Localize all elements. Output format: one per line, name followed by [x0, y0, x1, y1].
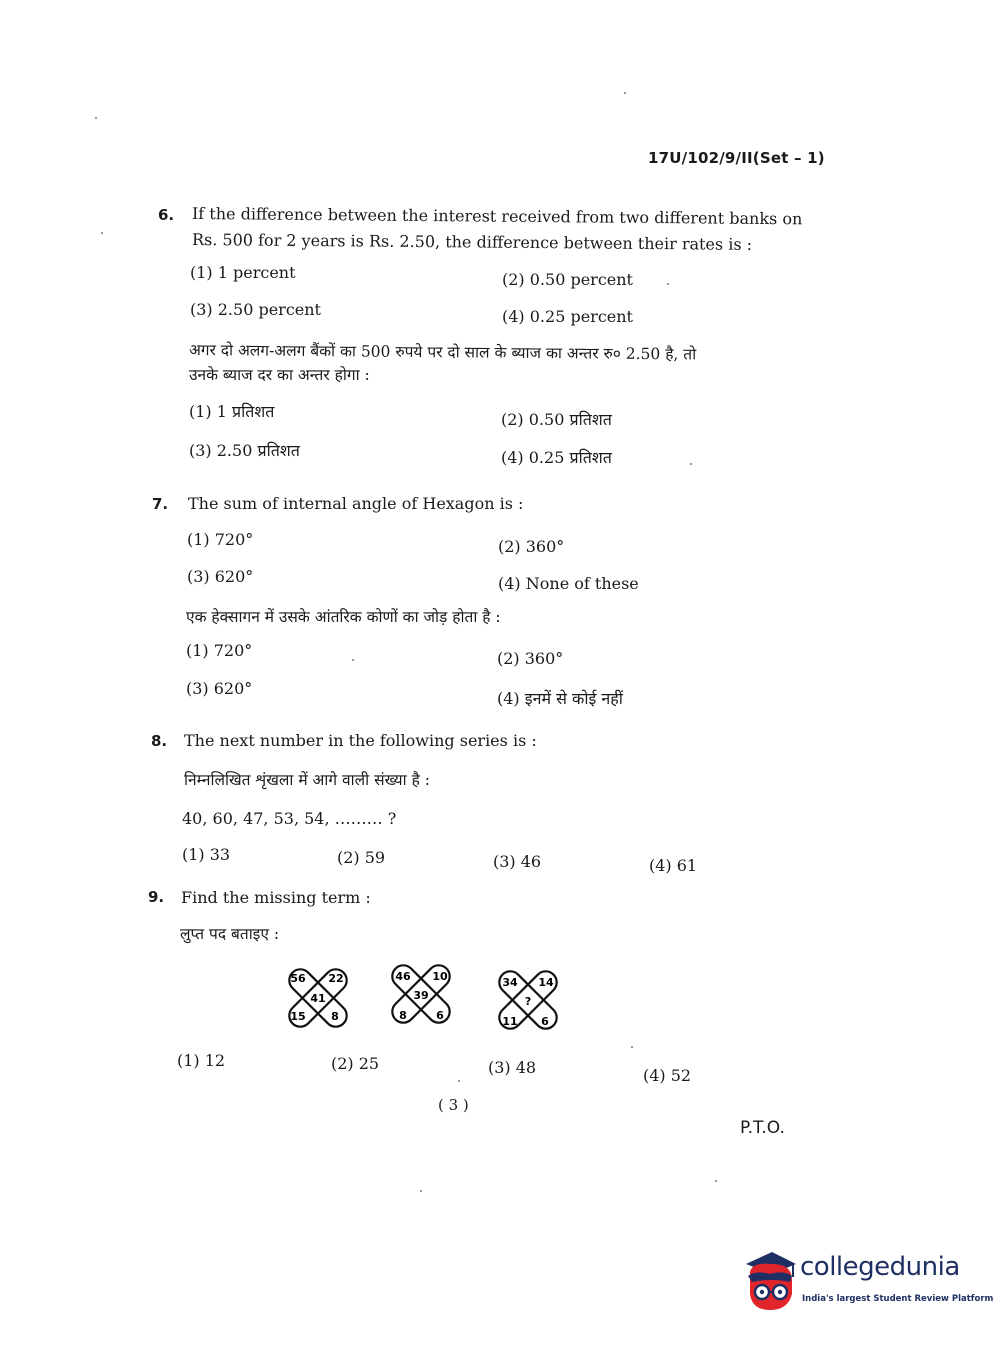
- q8-option-4: (4) 61: [649, 856, 698, 875]
- paper-code: 17U/102/9/II(Set – 1): [648, 149, 825, 167]
- q7-option-en-2: (2) 360°: [498, 537, 565, 556]
- fig1-bottom-right: 8: [331, 1010, 339, 1023]
- q6-option-en-4: (4) 0.25 percent: [502, 307, 633, 326]
- q6-option-hi-3: (3) 2.50 प्रतिशत: [189, 441, 300, 460]
- q6-option-en-3: (3) 2.50 percent: [190, 300, 321, 319]
- q8-number: 8.: [151, 732, 168, 750]
- fig1-top: 56: [290, 972, 306, 985]
- q7-option-hi-2: (2) 360°: [497, 649, 564, 668]
- fig3-top: 34: [502, 976, 518, 989]
- scan-speck: [352, 659, 354, 661]
- fig2-bottom-left: 8: [399, 1009, 407, 1022]
- q7-number: 7.: [152, 495, 169, 513]
- scan-speck: [101, 232, 103, 234]
- puzzle-figure-2: [388, 961, 454, 1027]
- q7-option-hi-4: (4) इनमें से कोई नहीं: [497, 689, 623, 708]
- pto-label: P.T.O.: [740, 1118, 785, 1138]
- q6-option-en-1: (1) 1 percent: [190, 263, 296, 282]
- q9-text-hi: लुप्त पद बताइए :: [180, 925, 280, 943]
- q9-option-1: (1) 12: [177, 1051, 226, 1070]
- q8-text-en: The next number in the following series is :: [184, 731, 537, 750]
- scan-speck: [667, 283, 669, 285]
- q9-number: 9.: [148, 888, 165, 906]
- q7-text-hi: एक हेक्सागन में उसके आंतरिक कोणों का जोड़ होता है :: [186, 608, 501, 626]
- scan-speck: [715, 1180, 717, 1182]
- scan-speck: [420, 1190, 422, 1192]
- q7-option-hi-3: (3) 620°: [186, 679, 253, 698]
- q6-option-hi-1: (1) 1 प्रतिशत: [189, 402, 275, 421]
- fig1-bottom-left: 15: [290, 1010, 306, 1023]
- scan-speck: [631, 1046, 633, 1048]
- q8-text-hi: निम्नलिखित शृंखला में आगे वाली संख्या है :: [184, 771, 430, 789]
- fig3-center: ?: [524, 995, 532, 1008]
- fig2-bottom-right: 6: [436, 1009, 444, 1022]
- q9-option-2: (2) 25: [331, 1054, 380, 1073]
- fig3-bottom-right: 6: [541, 1015, 549, 1028]
- scan-speck: [624, 92, 626, 94]
- q6-text-hi-line2: उनके ब्याज दर का अन्तर होगा :: [189, 366, 370, 384]
- collegedunia-logo: [742, 1250, 994, 1320]
- q8-option-1: (1) 33: [182, 845, 231, 864]
- brand-tagline: India's largest Student Review Platform: [802, 1294, 994, 1304]
- q9-puzzle-figures: [278, 958, 578, 1038]
- brand-name: collegedunia: [800, 1252, 960, 1282]
- scan-speck: [458, 1080, 460, 1082]
- scan-speck: [690, 463, 692, 465]
- q6-option-en-2: (2) 0.50 percent: [502, 270, 633, 289]
- fig2-right: 10: [432, 970, 448, 983]
- student-mascot-icon: [742, 1250, 798, 1316]
- q6-text-hi-line1: अगर दो अलग-अलग बैंकों का 500 रुपये पर दो साल के ब्याज का अन्तर रु० 2.50 है, तो: [188, 341, 697, 364]
- q8-option-3: (3) 46: [493, 852, 542, 871]
- q7-text-en: The sum of internal angle of Hexagon is :: [188, 494, 524, 513]
- fig1-right: 22: [328, 972, 344, 985]
- q6-text-en-line1: If the difference between the interest received from two different banks on: [191, 204, 803, 229]
- q8-series: 40, 60, 47, 53, 54, ……… ?: [182, 809, 397, 828]
- scan-speck: [95, 117, 97, 119]
- fig3-bottom-left: 11: [502, 1015, 518, 1028]
- q7-option-hi-1: (1) 720°: [186, 641, 253, 660]
- puzzle-figure-1: [285, 965, 351, 1031]
- page-number: ( 3 ): [438, 1096, 469, 1114]
- q6-number: 6.: [158, 206, 175, 224]
- q7-option-en-3: (3) 620°: [187, 567, 254, 586]
- fig2-top: 46: [395, 970, 411, 983]
- q7-option-en-4: (4) None of these: [498, 574, 639, 593]
- fig2-center: 39: [413, 989, 429, 1002]
- q6-option-hi-2: (2) 0.50 प्रतिशत: [501, 410, 612, 429]
- q9-text-en: Find the missing term :: [181, 888, 371, 907]
- fig1-center: 41: [310, 992, 326, 1005]
- q6-text-en-line2: Rs. 500 for 2 years is Rs. 2.50, the difference between their rates is :: [191, 230, 753, 254]
- fig3-right: 14: [538, 976, 554, 989]
- puzzle-figure-3: [495, 967, 561, 1033]
- q9-option-3: (3) 48: [488, 1058, 537, 1077]
- q8-option-2: (2) 59: [337, 848, 386, 867]
- q6-option-hi-4: (4) 0.25 प्रतिशत: [501, 448, 612, 467]
- q7-option-en-1: (1) 720°: [187, 530, 254, 549]
- q9-option-4: (4) 52: [643, 1066, 692, 1085]
